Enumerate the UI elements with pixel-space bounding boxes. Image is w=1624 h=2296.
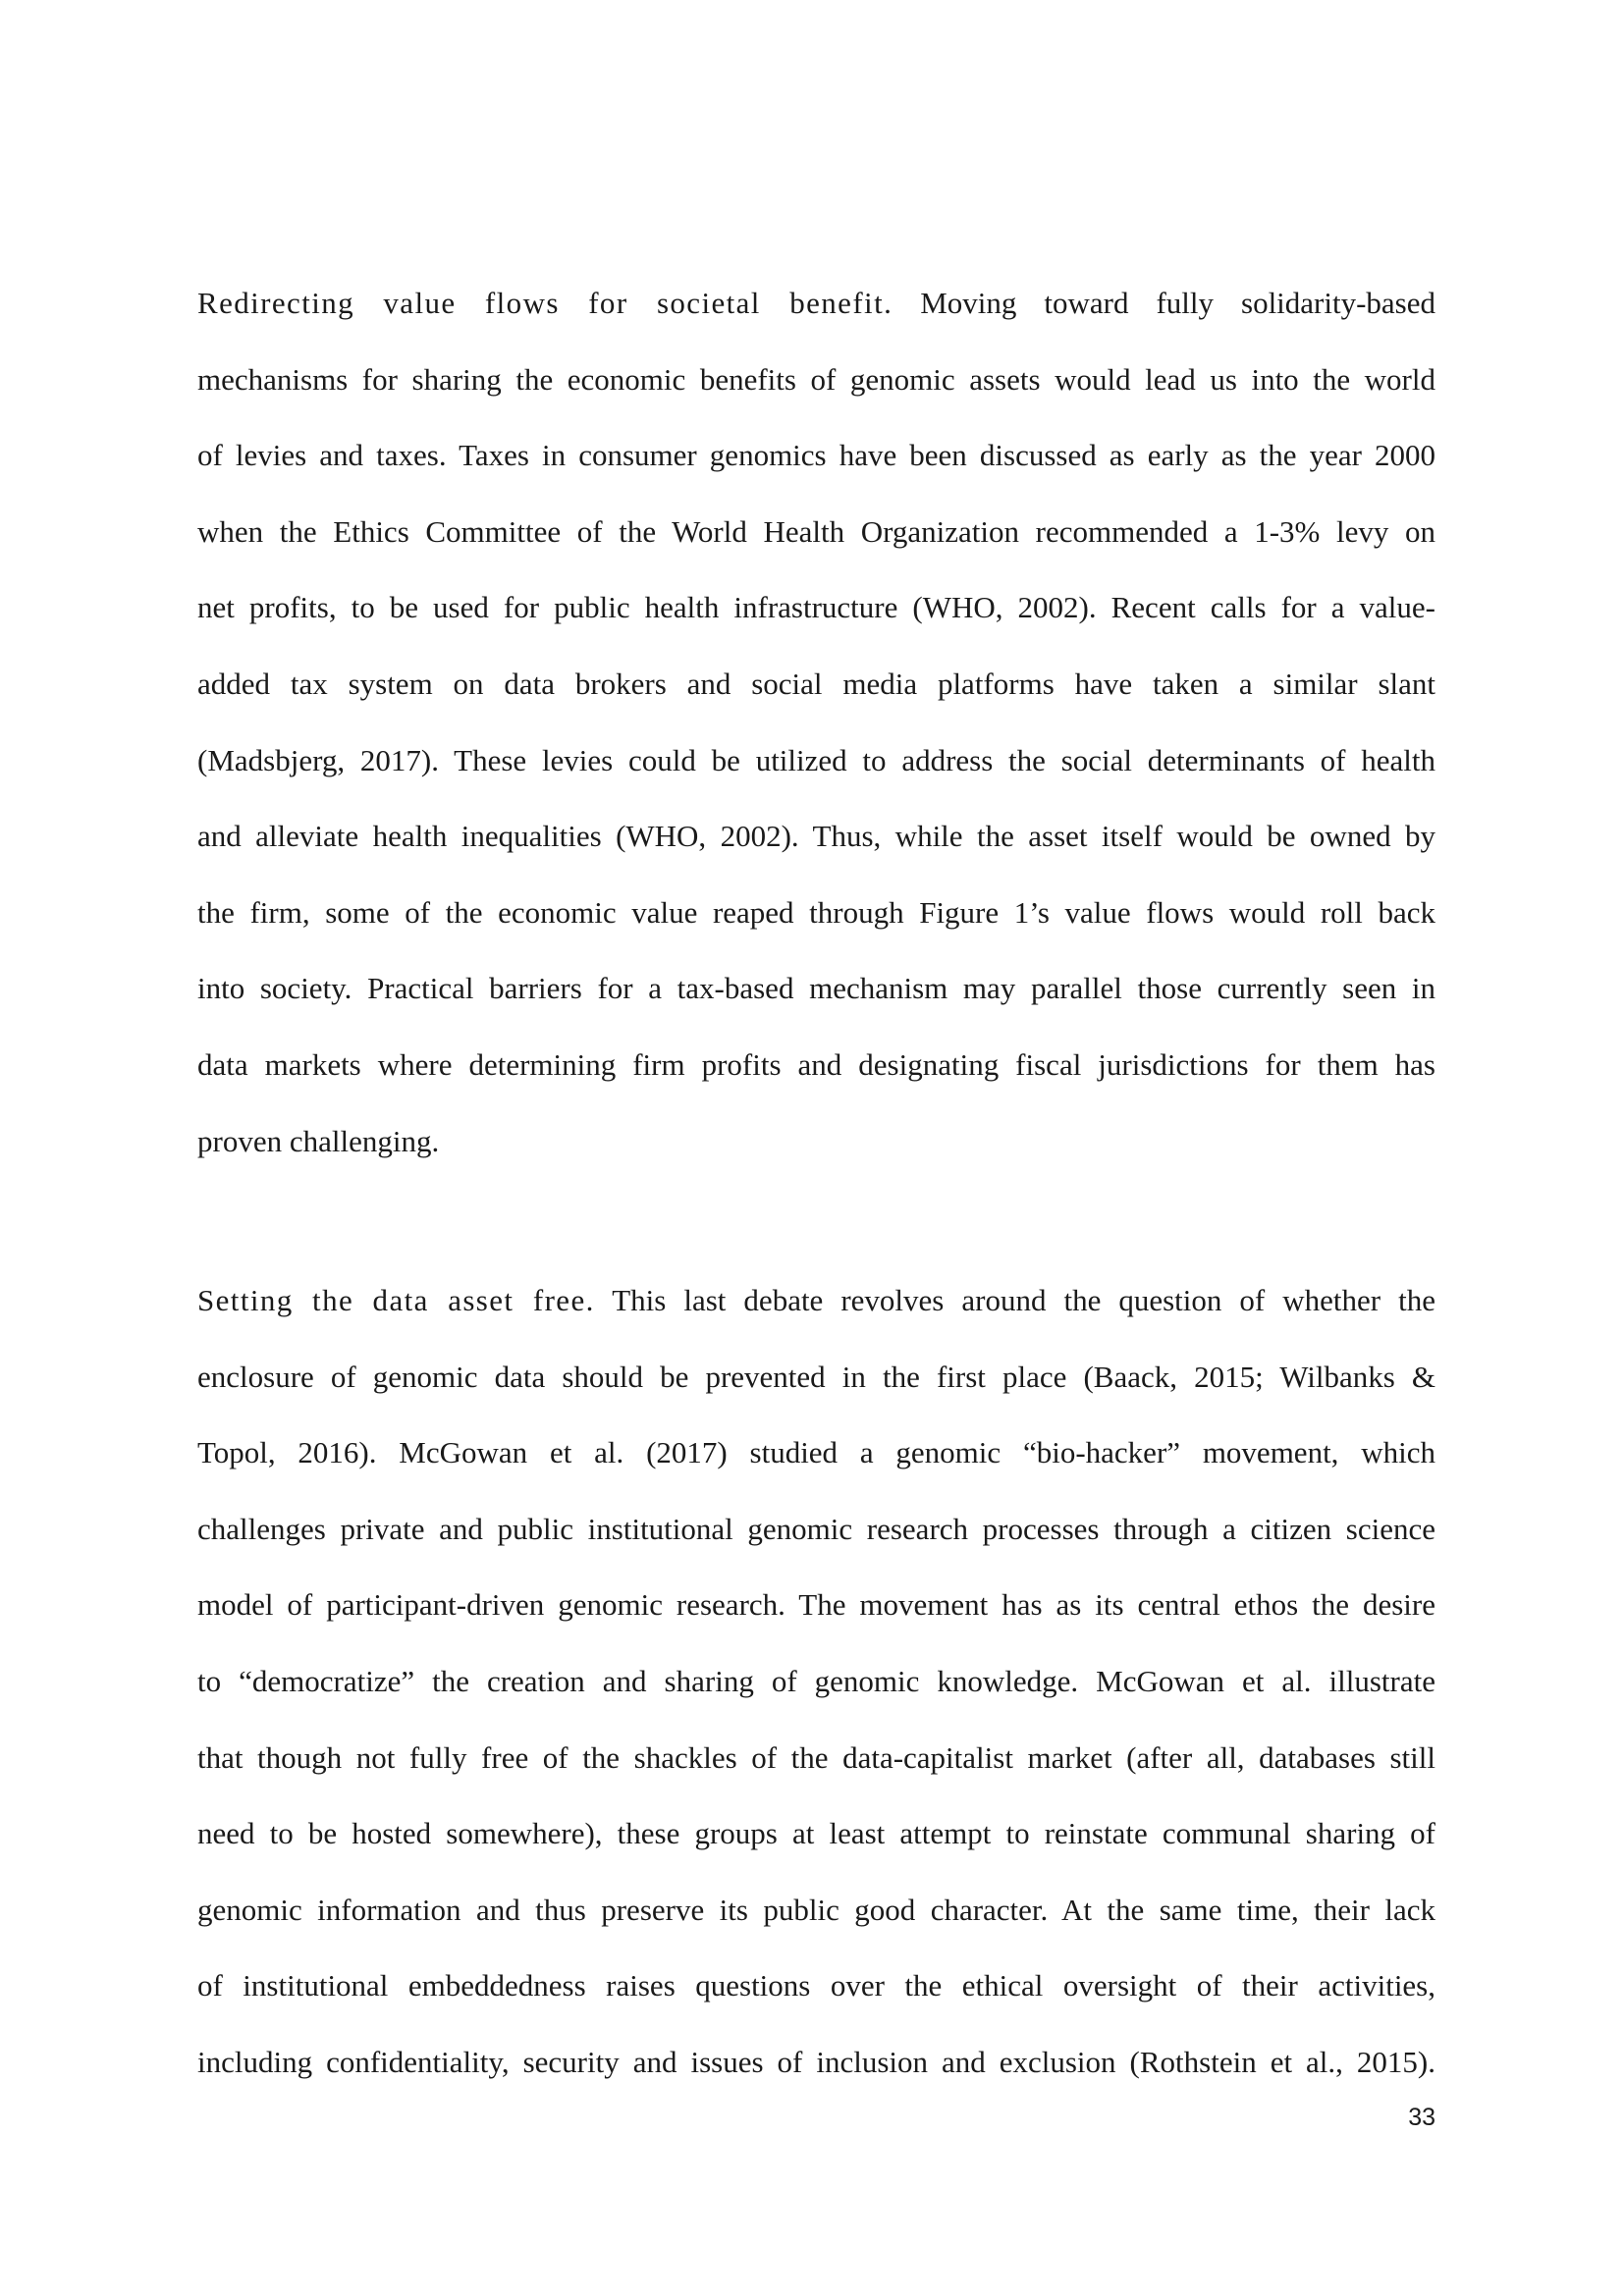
page-number: 33 <box>1408 2104 1435 2131</box>
paragraph-line: including confidentiality, security and issues of inclusion and exclusion (Rothstein et al., 2015). <box>197 2044 1435 2079</box>
paragraph-line: (Madsbjerg, 2017). These levies could be utilized to address the social determinants of health <box>197 742 1435 777</box>
paragraph-line: added tax system on data brokers and social media platforms have taken a similar slant <box>197 666 1435 701</box>
paragraph-heading: Setting the data asset free. <box>197 1283 595 1317</box>
paragraph-line-text: Moving toward fully solidarity-based <box>893 286 1436 320</box>
paragraph-heading: Redirecting value flows for societal benefit. <box>197 286 893 320</box>
paragraph-line <box>197 1274 1435 1351</box>
paragraph-line: the firm, some of the economic value reaped through Figure 1’s value flows would roll back <box>197 894 1435 930</box>
paragraph-line: of levies and taxes. Taxes in consumer genomics have been discussed as early as the year 2000 <box>197 438 1435 473</box>
paragraph-line-text: This last debate revolves around the question of whether the <box>594 1283 1435 1317</box>
paragraph-line: when the Ethics Committee of the World Health Organization recommended a 1-3% levy on <box>197 513 1435 549</box>
paragraph-line: of institutional embeddedness raises questions over the ethical oversight of their activities, <box>197 1968 1435 2003</box>
paragraph-line: proven challenging. <box>197 1123 440 1158</box>
paragraph-line: to “democratize” the creation and sharing of genomic knowledge. McGowan et al. illustrate <box>197 1663 1435 1698</box>
paragraph-line: challenges private and public institutional genomic research processes through a citizen science <box>197 1511 1435 1546</box>
paragraph-redirecting-value-flows <box>197 277 1435 1191</box>
paragraph-line: data markets where determining firm profits and designating fiscal jurisdictions for them has <box>197 1046 1435 1082</box>
paragraph-line: enclosure of genomic data should be prevented in the first place (Baack, 2015; Wilbanks & <box>197 1359 1435 1394</box>
paragraph-line: need to be hosted somewhere), these groups at least attempt to reinstate communal sharing of <box>197 1816 1435 1851</box>
paragraph-line: mechanisms for sharing the economic benefits of genomic assets would lead us into the world <box>197 361 1435 397</box>
paragraph-line: genomic information and thus preserve its public good character. At the same time, their lack <box>197 1892 1435 1927</box>
paragraph-line: into society. Practical barriers for a tax-based mechanism may parallel those currently seen in <box>197 971 1435 1006</box>
paragraph-line: that though not fully free of the shackles of the data-capitalist market (after all, databases still <box>197 1739 1435 1775</box>
paragraph-line: Topol, 2016). McGowan et al. (2017) studied a genomic “bio-hacker” movement, which <box>197 1435 1435 1470</box>
paragraph-line <box>197 277 1435 353</box>
paragraph-line: net profits, to be used for public health infrastructure (WHO, 2002). Recent calls for a value- <box>197 590 1435 625</box>
paragraph-line: model of participant-driven genomic research. The movement has as its central ethos the desire <box>197 1587 1435 1623</box>
paragraph-line: and alleviate health inequalities (WHO, 2002). Thus, while the asset itself would be owned by <box>197 819 1435 854</box>
paragraph-setting-data-asset-free <box>197 1274 1435 2112</box>
